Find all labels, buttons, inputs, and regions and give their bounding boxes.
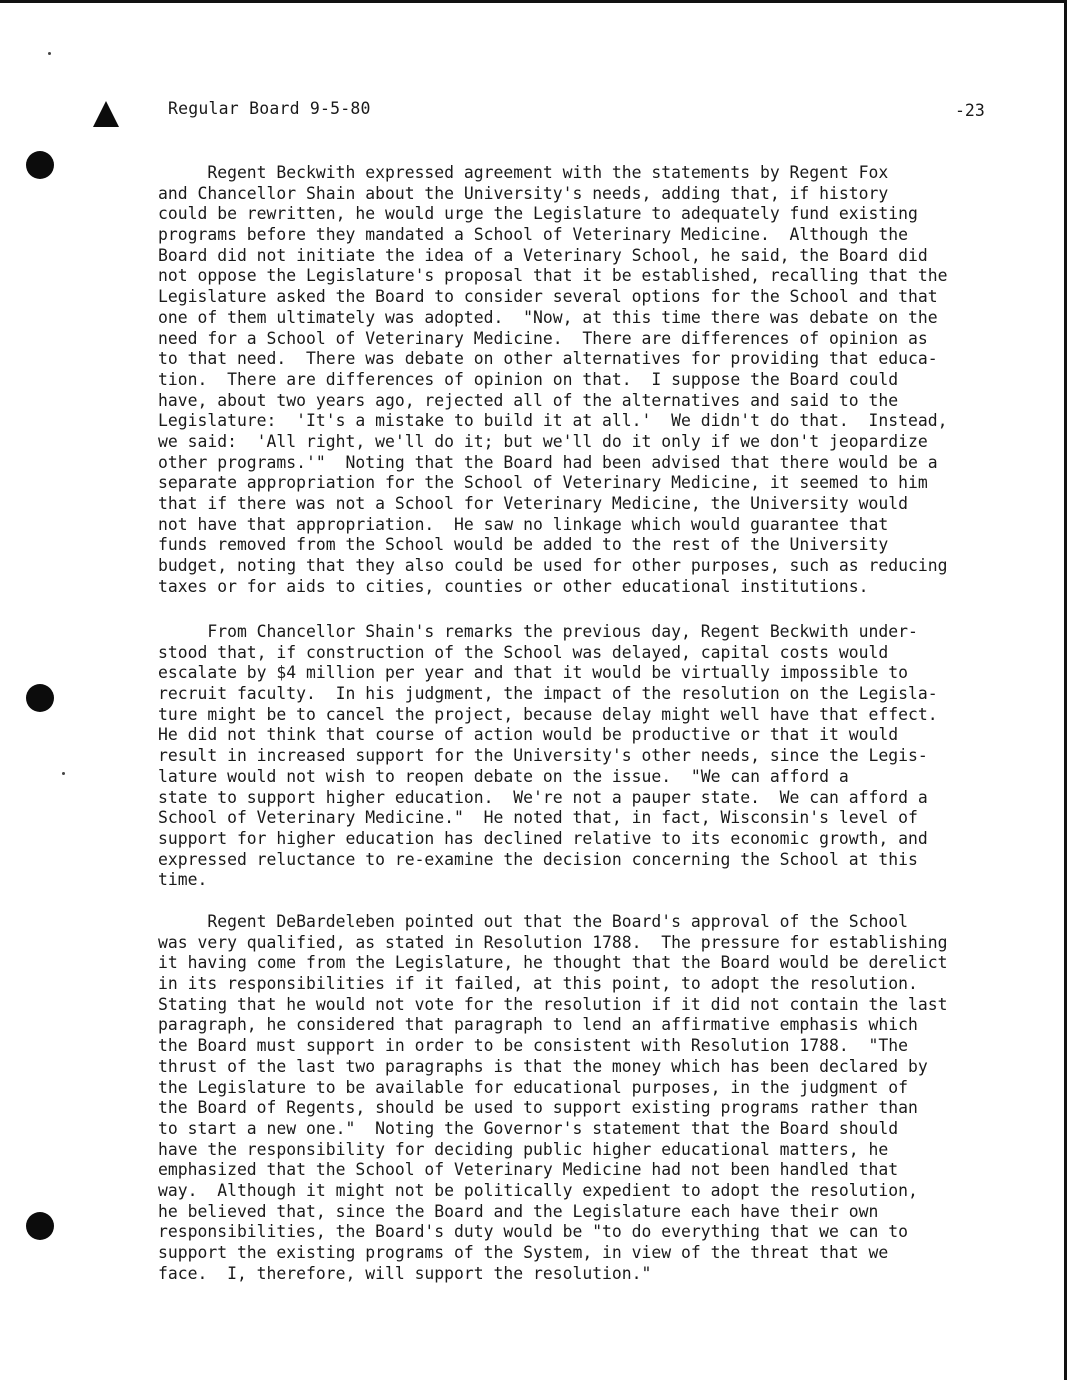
- text-line: tion. There are differences of opinion on that. I suppose the Board could: [158, 369, 899, 389]
- text-line: support the existing programs of the System, in view of the threat that we: [158, 1243, 889, 1262]
- punch-hole-icon: [26, 1212, 54, 1240]
- text-line: School of Veterinary Medicine." He noted that, in fact, Wisconsin's level of: [158, 808, 918, 828]
- page-number: -23: [955, 101, 985, 120]
- text-line: expressed reluctance to re-examine the decision concerning the School at this: [158, 849, 918, 869]
- text-line: need for a School of Veterinary Medicine. There are differences of opinion as: [158, 328, 928, 348]
- text-line: he believed that, since the Board and the Legislature each have their own: [158, 1201, 879, 1221]
- text-line: face. I, therefore, will support the resolution.": [158, 1263, 652, 1283]
- text-line: the Board of Regents, should be used to support existing programs rather than: [158, 1098, 918, 1118]
- text-line: other programs.'" Noting that the Board had been advised that there would be a: [158, 452, 938, 472]
- text-line: the Board must support in order to be consistent with Resolution 1788. "The: [158, 1036, 908, 1056]
- punch-hole-icon: [26, 151, 54, 179]
- text-line: one of them ultimately was adopted. "Now, at this time there was debate on the: [158, 307, 938, 327]
- text-line: we said: 'All right, we'll do it; but we'll do it only if we don't jeopardize: [158, 431, 928, 451]
- scan-speck: [48, 52, 51, 55]
- text-line: recruit faculty. In his judgment, the impact of the resolution on the Legisla-: [158, 684, 938, 704]
- text-line: have, about two years ago, rejected all of the alternatives and said to the: [158, 390, 899, 410]
- text-line: to that need. There was debate on other alternatives for providing that educa-: [158, 349, 938, 369]
- text-line: result in increased support for the University's other needs, since the Legis-: [158, 746, 928, 766]
- triangle-mark-icon: [93, 101, 119, 127]
- text-line: taxes or for aids to cities, counties or other educational institutions.: [158, 576, 869, 596]
- text-line: ture might be to cancel the project, because delay might well have that effect.: [158, 704, 938, 724]
- text-line: the Legislature to be available for educational purposes, in the judgment of: [158, 1077, 908, 1097]
- text-line: budget, noting that they also could be used for other purposes, such as reducing: [158, 556, 948, 576]
- punch-hole-icon: [26, 684, 54, 712]
- paragraph-3: [158, 912, 1000, 1284]
- text-line: escalate by $4 million per year and that it would be virtually impossible to: [158, 663, 908, 683]
- text-line: in its responsibilities if it failed, at this point, to adopt the resolution.: [158, 974, 918, 994]
- text-line: Regent Beckwith expressed agreement with the statements by Regent Fox: [158, 163, 889, 182]
- text-line: funds removed from the School would be added to the rest of the University: [158, 535, 889, 555]
- text-line: Legislature asked the Board to consider several options for the School and that: [158, 287, 938, 307]
- text-line: time.: [158, 870, 208, 890]
- text-line: it having come from the Legislature, he thought that the Board would be derelict: [158, 953, 948, 973]
- text-line: stood that, if construction of the School was delayed, capital costs would: [158, 642, 889, 662]
- text-line: Legislature: 'It's a mistake to build it at all.' We didn't do that. Instead,: [158, 411, 948, 431]
- text-line: From Chancellor Shain's remarks the previous day, Regent Beckwith under-: [158, 622, 918, 641]
- text-line: Regent DeBardeleben pointed out that the Board's approval of the School: [158, 912, 908, 931]
- paragraph-1: [158, 163, 1000, 597]
- text-line: thrust of the last two paragraphs is that the money which has been declared by: [158, 1056, 928, 1076]
- page-border-top: [0, 0, 1067, 3]
- page-header-title: Regular Board 9-5-80: [168, 99, 371, 118]
- text-line: lature would not wish to reopen debate on the issue. "We can afford a: [158, 766, 849, 786]
- text-line: that if there was not a School for Veterinary Medicine, the University would: [158, 494, 908, 513]
- scan-speck: [62, 772, 65, 775]
- text-line: not have that appropriation. He saw no linkage which would guarantee that: [158, 514, 889, 534]
- text-line: Board did not initiate the idea of a Veterinary School, he said, the Board did: [158, 245, 928, 265]
- text-line: have the responsibility for deciding public higher educational matters, he: [158, 1139, 889, 1159]
- text-line: state to support higher education. We're not a pauper state. We can afford a: [158, 787, 928, 807]
- text-line: support for higher education has declined relative to its economic growth, and: [158, 828, 928, 848]
- text-line: to start a new one." Noting the Governor's statement that the Board should: [158, 1118, 899, 1138]
- text-line: separate appropriation for the School of Veterinary Medicine, it seemed to him: [158, 473, 928, 493]
- text-line: could be rewritten, he would urge the Legislature to adequately fund existing: [158, 204, 918, 224]
- text-line: emphasized that the School of Veterinary Medicine had not been handled that: [158, 1160, 899, 1180]
- text-line: programs before they mandated a School of Veterinary Medicine. Although the: [158, 225, 908, 245]
- text-line: and Chancellor Shain about the University's needs, adding that, if history: [158, 183, 889, 203]
- text-line: was very qualified, as stated in Resolution 1788. The pressure for establishing: [158, 932, 948, 952]
- paragraph-2: [158, 622, 1000, 891]
- text-line: way. Although it might not be politically expedient to adopt the resolution,: [158, 1180, 918, 1200]
- text-line: He did not think that course of action would be productive or that it would: [158, 725, 899, 745]
- text-line: paragraph, he considered that paragraph to lend an affirmative emphasis which: [158, 1015, 918, 1035]
- text-line: not oppose the Legislature's proposal that it be established, recalling that the: [158, 266, 948, 286]
- text-line: Stating that he would not vote for the resolution if it did not contain the last: [158, 994, 948, 1014]
- text-line: responsibilities, the Board's duty would be "to do everything that we can to: [158, 1222, 908, 1242]
